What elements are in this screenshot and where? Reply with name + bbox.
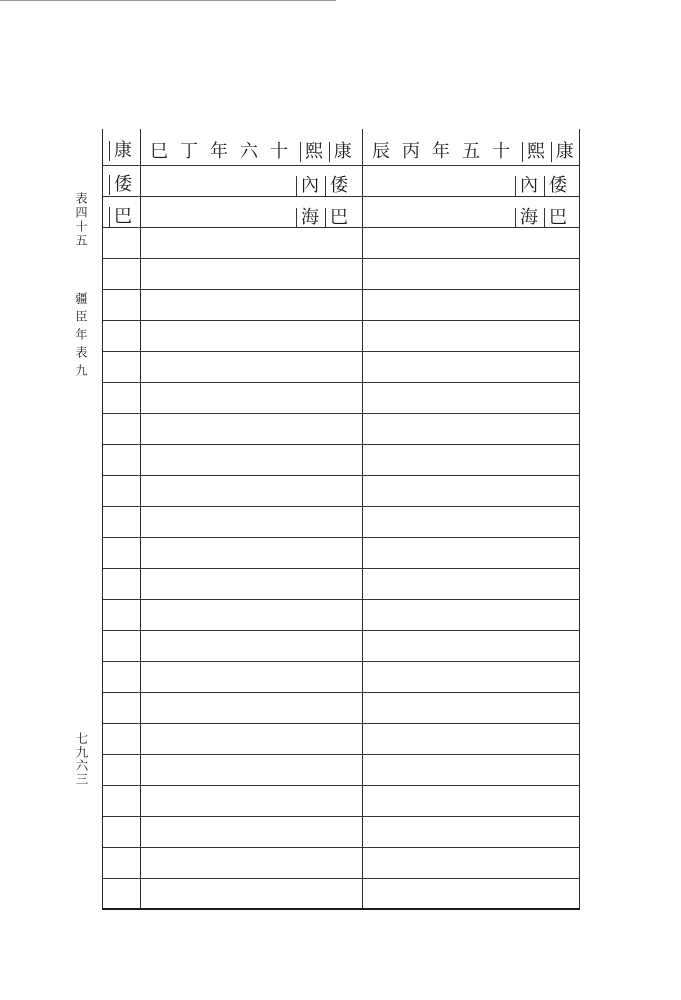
table-left-border xyxy=(102,129,103,910)
top-edge-rule xyxy=(0,0,336,1)
row-rule xyxy=(102,506,580,507)
header-char-kang: 康 xyxy=(109,141,132,161)
header-char-ba: 巴 xyxy=(109,207,132,227)
year-header-1-year: 熙 xyxy=(300,142,323,162)
row-rule xyxy=(102,196,580,197)
row-rule xyxy=(102,475,580,476)
col1-row2-char-a: 巴 xyxy=(325,208,348,228)
table-title-label: 疆臣年表九 xyxy=(74,292,88,382)
header-cell-ba xyxy=(109,207,132,227)
row-rule xyxy=(102,351,580,352)
row-rule xyxy=(102,382,580,383)
col1-row1-char-b: 內 xyxy=(296,176,319,196)
header-char-wo: 倭 xyxy=(109,175,132,195)
col2-row2-names xyxy=(515,208,567,228)
year-header-2-rest: 十五年丙辰 xyxy=(372,141,522,162)
row-rule xyxy=(102,258,580,259)
row-rule xyxy=(102,816,580,817)
row-rule xyxy=(102,723,580,724)
row-rule xyxy=(102,289,580,290)
row-rule xyxy=(102,537,580,538)
year-header-2-era: 康 xyxy=(551,142,574,162)
year-header-2-year: 熙 xyxy=(522,142,545,162)
col1-row2-names xyxy=(296,208,348,228)
col2-row2-char-b: 海 xyxy=(515,208,538,228)
row-rule xyxy=(102,630,580,631)
col1-row1-char-a: 倭 xyxy=(325,176,348,196)
col1-row1-names xyxy=(296,176,348,196)
year-header-1-era: 康 xyxy=(329,142,352,162)
col2-row1-char-a: 倭 xyxy=(544,176,567,196)
year-header-1-rest: 十六年丁巳 xyxy=(150,141,300,162)
col2-row1-names xyxy=(515,176,567,196)
header-cell-kang xyxy=(109,141,132,161)
table-number-label: 表四十五 xyxy=(74,192,88,248)
table-right-border xyxy=(579,129,580,910)
header-column-divider xyxy=(140,129,141,910)
year-header-2 xyxy=(372,142,574,162)
page-number-label: 七九六三 xyxy=(74,732,89,786)
row-rule xyxy=(102,444,580,445)
row-rule xyxy=(102,661,580,662)
row-rule xyxy=(102,165,580,166)
table-bottom-rule xyxy=(102,908,580,910)
col2-row1-char-b: 內 xyxy=(515,176,538,196)
row-rule xyxy=(102,692,580,693)
row-rule xyxy=(102,320,580,321)
col1-row2-char-b: 海 xyxy=(296,208,319,228)
row-rule xyxy=(102,599,580,600)
row-rule xyxy=(102,878,580,879)
year-table xyxy=(100,129,581,911)
header-cell-wo xyxy=(109,175,132,195)
col2-row2-char-a: 巴 xyxy=(544,208,567,228)
row-rule xyxy=(102,785,580,786)
row-rule xyxy=(102,847,580,848)
row-rule xyxy=(102,754,580,755)
year-header-1 xyxy=(150,142,352,162)
row-rule xyxy=(102,568,580,569)
row-rule xyxy=(102,413,580,414)
year-column-divider xyxy=(362,129,363,910)
